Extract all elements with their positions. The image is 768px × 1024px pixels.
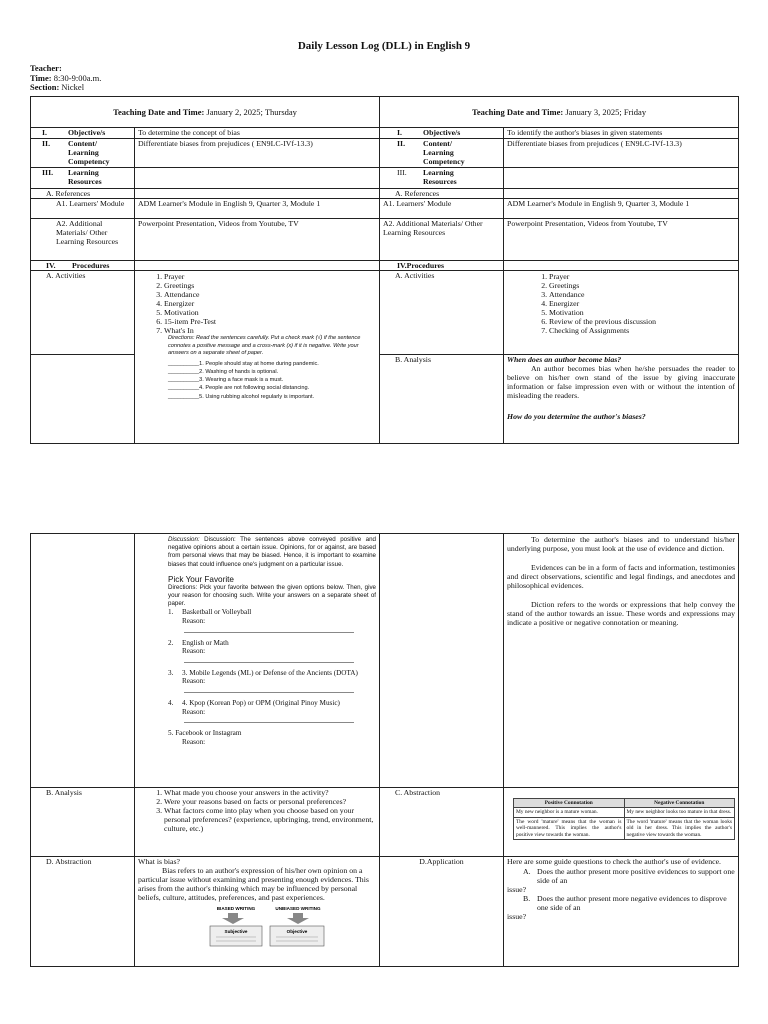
issue-text: issue?	[507, 885, 527, 894]
left-procedures	[135, 261, 380, 271]
list-item: __________3. Wearing a face mask is a must.	[168, 377, 284, 384]
p2-left-content	[135, 534, 380, 788]
p2-application	[504, 857, 739, 967]
application-intro: Here are some guide questions to check the author's use of evidence.	[507, 857, 722, 866]
document-meta	[30, 64, 101, 93]
p2-abstraction-label: D. Abstraction	[31, 857, 135, 967]
lesson-table-page2	[30, 533, 739, 967]
bias-question: What is bias?	[138, 857, 181, 866]
right-a2: Powerpoint Presentation, Videos from Youtube, TV	[504, 219, 739, 261]
right-analysis	[504, 355, 739, 444]
right-analysis-label: B. Analysis	[380, 355, 504, 444]
left-procedures-label: IV. Procedures	[31, 261, 135, 271]
pretest-directions: Directions: Read the sentences carefully. Put a check mark (√) if the sentence connotes a positive message and a cross-mark (x) if it is negative. Write your answers on a separate sheet of paper.	[168, 335, 361, 357]
pick-title: Pick Your Favorite	[168, 574, 234, 584]
analysis-list	[138, 788, 376, 833]
bias-diagram	[208, 904, 328, 948]
discussion-paragraph: Discussion: Discussion: The sentences above conveyed positive and negative opinions about a certain issue. Opinions, for or against, are based from personal views that may be biased. Hence, it is important to examine biases that could influence one's judgment on a particular issue.	[168, 536, 376, 568]
lesson-table-page1	[30, 96, 739, 444]
left-resources-label: III. Learning Resources	[31, 168, 135, 189]
left-references	[135, 189, 380, 199]
right-procedures	[504, 261, 739, 271]
biased-writing-label: BIASED WRITING	[216, 906, 256, 911]
time-label: Time:	[30, 72, 52, 83]
list-item: 2. Were your reasons based on facts or personal preferences?	[164, 797, 376, 806]
evidence-paragraph: Evidences can be in a form of facts and information, testimonies and direct observations, scientific and legal findings, and anecdotes and philosophical evidences.	[507, 563, 735, 590]
left-resources	[135, 168, 380, 189]
list-item: 2. Greetings	[549, 281, 735, 290]
right-resources	[504, 168, 739, 189]
list-item: 5. Motivation	[164, 308, 376, 317]
bias-definition: Bias refers to an author's expression of his/her own opinion on a particular issue without examining and presenting enough evidences. This arises from the author's thinking which may be influenced by personal beliefs, culture, attitudes, preferences, and past experiences.	[138, 866, 369, 902]
positive-explanation: The word 'mature' means that the woman is well-mannered. This implies the author's positive view towards the woman.	[514, 817, 625, 839]
positive-connotation-header: Positive Connotation	[514, 799, 625, 808]
list-item: A. Does the author present more positive evidences to support one side of an	[523, 867, 735, 885]
right-a1-label: A1. Learners' Module	[380, 199, 504, 219]
right-activities	[504, 271, 739, 355]
right-date-header: Teaching Date and Time: January 3, 2025; Friday	[380, 97, 739, 128]
list-item: 1. Prayer	[164, 272, 376, 281]
list-item: __________4. People are not following social distancing.	[168, 385, 310, 392]
list-item: 1. Prayer	[549, 272, 735, 281]
time-value: 8:30-9:00a.m.	[53, 72, 102, 83]
unbiased-writing-label: UNBIASED WRITING	[275, 906, 321, 911]
document-title: Daily Lesson Log (DLL) in English 9	[297, 40, 471, 52]
right-activities-label: A. Activities	[380, 271, 504, 355]
pick-directions: Directions: Pick your favorite between the given options below. Then, give your reason for choosing such. Write your answers on a separate sheet of paper.	[168, 583, 376, 608]
p2-connotation-cell	[504, 788, 739, 857]
connotation-table	[513, 798, 735, 840]
list-item: 1. Basketball or Volleyball Reason:	[168, 608, 376, 632]
list-item: __________1. People should stay at home during pandemic.	[168, 360, 319, 367]
list-item: 5. Facebook or Instagram Reason:	[168, 729, 242, 746]
left-content: Differentiate biases from prejudices ( EN9LC-IVf-13.3)	[135, 139, 380, 168]
negative-connotation-header: Negative Connotation	[624, 799, 735, 808]
list-item: __________5. Using rubbing alcohol regularly is important.	[168, 393, 315, 400]
list-item: 3. Attendance	[549, 290, 735, 299]
list-item: 6. 15-item Pre-Test	[164, 317, 376, 326]
right-references	[504, 189, 739, 199]
section-value: Nickel	[61, 82, 85, 92]
p2-analysis-label: B. Analysis	[31, 788, 135, 857]
list-item: 2. English or Math Reason:	[168, 639, 376, 663]
analysis-paragraph: An author becomes bias when he/she persuades the reader to believe on his/her own stand of the issue by giving inaccurate information or false impression even with or without the intention of misleading the readers.	[507, 364, 736, 400]
left-date-header: Teaching Date and Time: January 2, 2025; Thursday	[31, 97, 380, 128]
list-item: 4. Energizer	[549, 299, 735, 308]
issue-text: issue?	[507, 912, 527, 921]
left-a1-label: A1. Learners' Module	[31, 199, 135, 219]
analysis-question-1: When does an author become bias?	[507, 355, 622, 364]
list-item: B. Does the author present more negative evidences to disprove one side of an	[523, 894, 727, 912]
left-a2: Powerpoint Presentation, Videos from Youtube, TV	[135, 219, 380, 261]
left-references-label: A. References	[31, 189, 135, 199]
p2-application-label: D.Application	[380, 857, 504, 967]
right-objective-label: I. Objective/s	[380, 128, 504, 139]
diction-paragraph: Diction refers to the words or expressions that help convey the stand of the author towards an issue. These words and expressions may indicate a positive or negative connotation or meaning.	[507, 600, 735, 627]
left-activities	[135, 271, 380, 444]
left-a1: ADM Learner's Module in English 9, Quarter 3, Module 1	[135, 199, 380, 219]
list-item: 6. Review of the previous discussion	[549, 317, 735, 326]
p2-right-content	[504, 534, 739, 788]
list-item: 5. Motivation	[549, 308, 735, 317]
list-item: 7. What's In	[164, 326, 376, 335]
right-activities-list	[507, 272, 735, 335]
right-content: Differentiate biases from prejudices ( EN9LC-IVf-13.3)	[504, 139, 739, 168]
pretest-items	[168, 360, 376, 401]
left-activities-list	[138, 272, 376, 335]
analysis-question-2: How do you determine the author's biases?	[507, 412, 646, 421]
right-content-label: II. Content/ Learning Competency	[380, 139, 504, 168]
list-item: 3. 3. Mobile Legends (ML) or Defense of the Ancients (DOTA) Reason:	[168, 669, 376, 693]
list-item: 3. What factors come into play when you choose based on your personal preferences? (experience, upbringing, trend, environment, culture, etc.)	[164, 806, 376, 833]
section-label: Section:	[30, 82, 60, 92]
p2-abstraction	[135, 857, 380, 967]
left-activities-label: A. Activities	[31, 271, 135, 355]
subjective-label: Subjective	[224, 929, 248, 934]
negative-example: My new neighbor looks too mature in that dress.	[624, 808, 735, 817]
p2-analysis	[135, 788, 380, 857]
p2-right-label	[380, 534, 504, 788]
p2-abstraction-right-label: C. Abstraction	[380, 788, 504, 857]
positive-example: My new neighbor is a mature woman.	[514, 808, 625, 817]
left-activities-cont	[31, 355, 135, 444]
right-resources-label: III. Learning Resources	[380, 168, 504, 189]
list-item: 4. Energizer	[164, 299, 376, 308]
right-procedures-label: IV.Procedures	[380, 261, 504, 271]
left-content-label: II. Content/ Learning Competency	[31, 139, 135, 168]
left-objective-label: I. Objective/s	[31, 128, 135, 139]
evidence-diction-paragraph: To determine the author's biases and to understand his/her underlying purpose, you must look at the use of evidence and diction.	[507, 535, 735, 553]
list-item: 4. 4. Kpop (Korean Pop) or OPM (Original Pinoy Music) Reason:	[168, 699, 376, 723]
left-a2-label: A2. Additional Materials/ Other Learning Resources	[31, 219, 135, 261]
teacher-label: Teacher:	[30, 63, 62, 73]
list-item: 2. Greetings	[164, 281, 376, 290]
left-objective: To determine the concept of bias	[135, 128, 380, 139]
options-list	[168, 608, 376, 746]
list-item: 3. Attendance	[164, 290, 376, 299]
right-a2-label: A2. Additional Materials/ Other Learning Resources	[380, 219, 504, 261]
right-references-label: A. References	[380, 189, 504, 199]
list-item: __________2. Washing of hands is optional.	[168, 368, 279, 375]
p2-left-label	[31, 534, 135, 788]
negative-explanation: The word 'mature' means that the woman looks old in her dress. This implies the author's negative view towards the woman.	[624, 817, 735, 839]
list-item: 1. What made you choose your answers in the activity?	[164, 788, 376, 797]
objective-label: Objective	[286, 929, 308, 934]
list-item: 7. Checking of Assignments	[549, 326, 735, 335]
right-a1: ADM Learner's Module in English 9, Quarter 3, Module 1	[504, 199, 739, 219]
right-objective: To identify the author's biases in given statements	[504, 128, 739, 139]
